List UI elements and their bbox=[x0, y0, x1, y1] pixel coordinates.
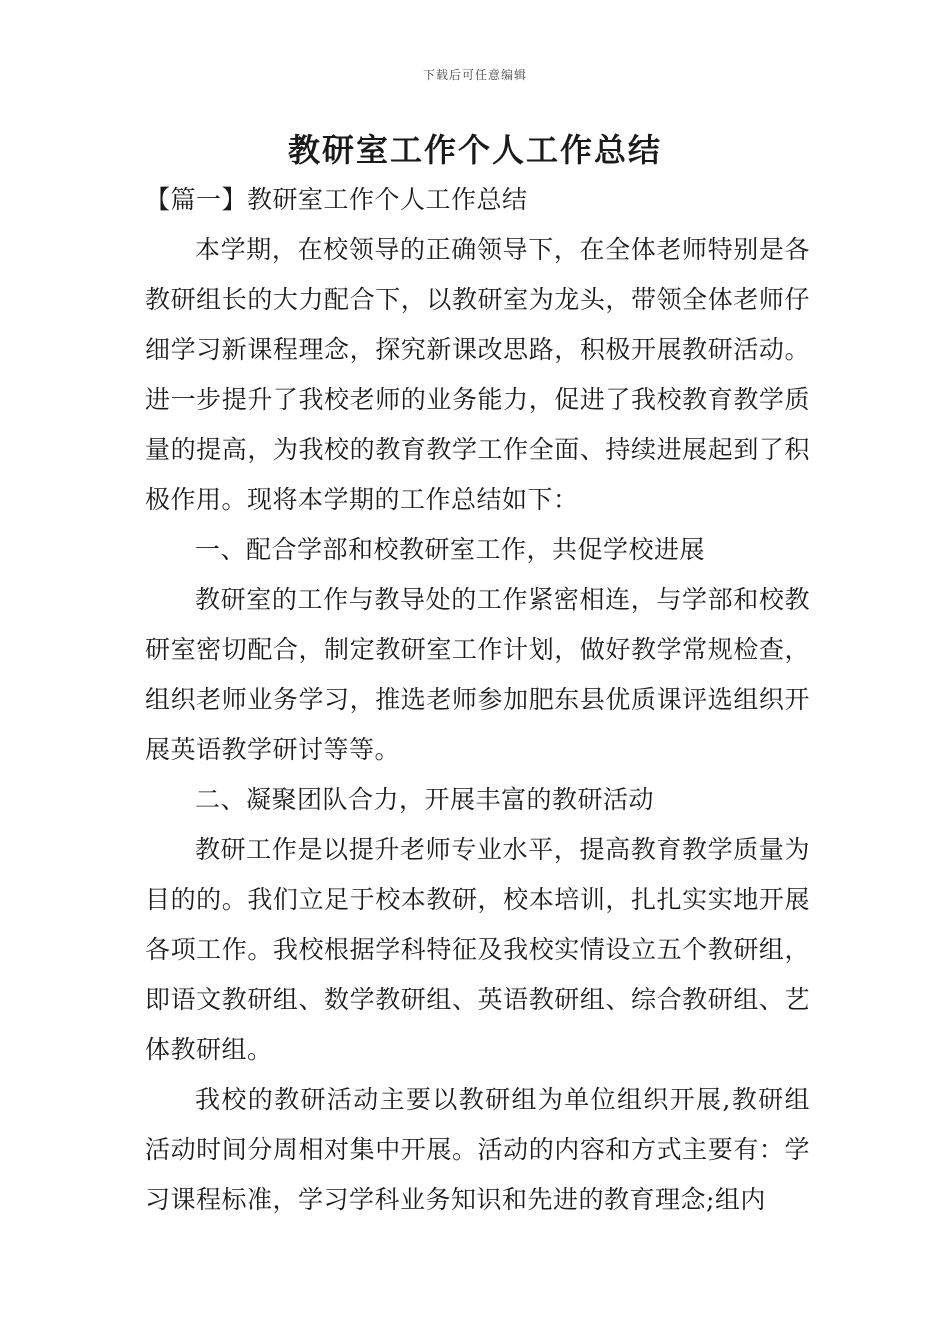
paragraph-section-one: 教研室的工作与教导处的工作紧密相连，与学部和校教研室密切配合，制定教研室工作计划，做好教学常规检查，组织老师业务学习，推选老师参加肥东县优质课评选组织开展英语教学研讨等等。 bbox=[145, 585, 810, 764]
section-heading-one: 一、配合学部和校教研室工作，共促学校进展 bbox=[195, 535, 706, 564]
section-heading-two: 二、凝聚团队合力，开展丰富的教研活动 bbox=[195, 785, 655, 814]
header-note: 下载后可任意编辑 bbox=[422, 68, 527, 82]
paragraph-intro: 本学期，在校领导的正确领导下，在全体老师特别是各教研组长的大力配合下，以教研室为龙头，带领全体老师仔细学习新课程理念，探究新课改思路，积极开展教研活动。进一步提升了我校老师的业务能力，促进了我校教育教学质量的提高，为我校的教育教学工作全面、持续进展起到了积极作用。现将本学期的工作总结如下： bbox=[145, 235, 810, 514]
paragraph-section-two: 教研工作是以提升老师专业水平，提高教育教学质量为目的的。我们立足于校本教研，校本培训，扎扎实实地开展各项工作。我校根据学科特征及我校实情设立五个教研组，即语文教研组、数学教研组、英语教研组、综合教研组、艺体教研组。 bbox=[145, 835, 810, 1064]
document-title: 教研室工作个人工作总结 bbox=[287, 131, 662, 169]
section-heading-part-one: 【篇一】教研室工作个人工作总结 bbox=[145, 185, 528, 214]
paragraph-activities: 我校的教研活动主要以教研组为单位组织开展,教研组活动时间分周相对集中开展。活动的内容和方式主要有：学习课程标准，学习学科业务知识和先进的教育理念;组内 bbox=[145, 1085, 810, 1214]
document-body bbox=[145, 175, 810, 1225]
